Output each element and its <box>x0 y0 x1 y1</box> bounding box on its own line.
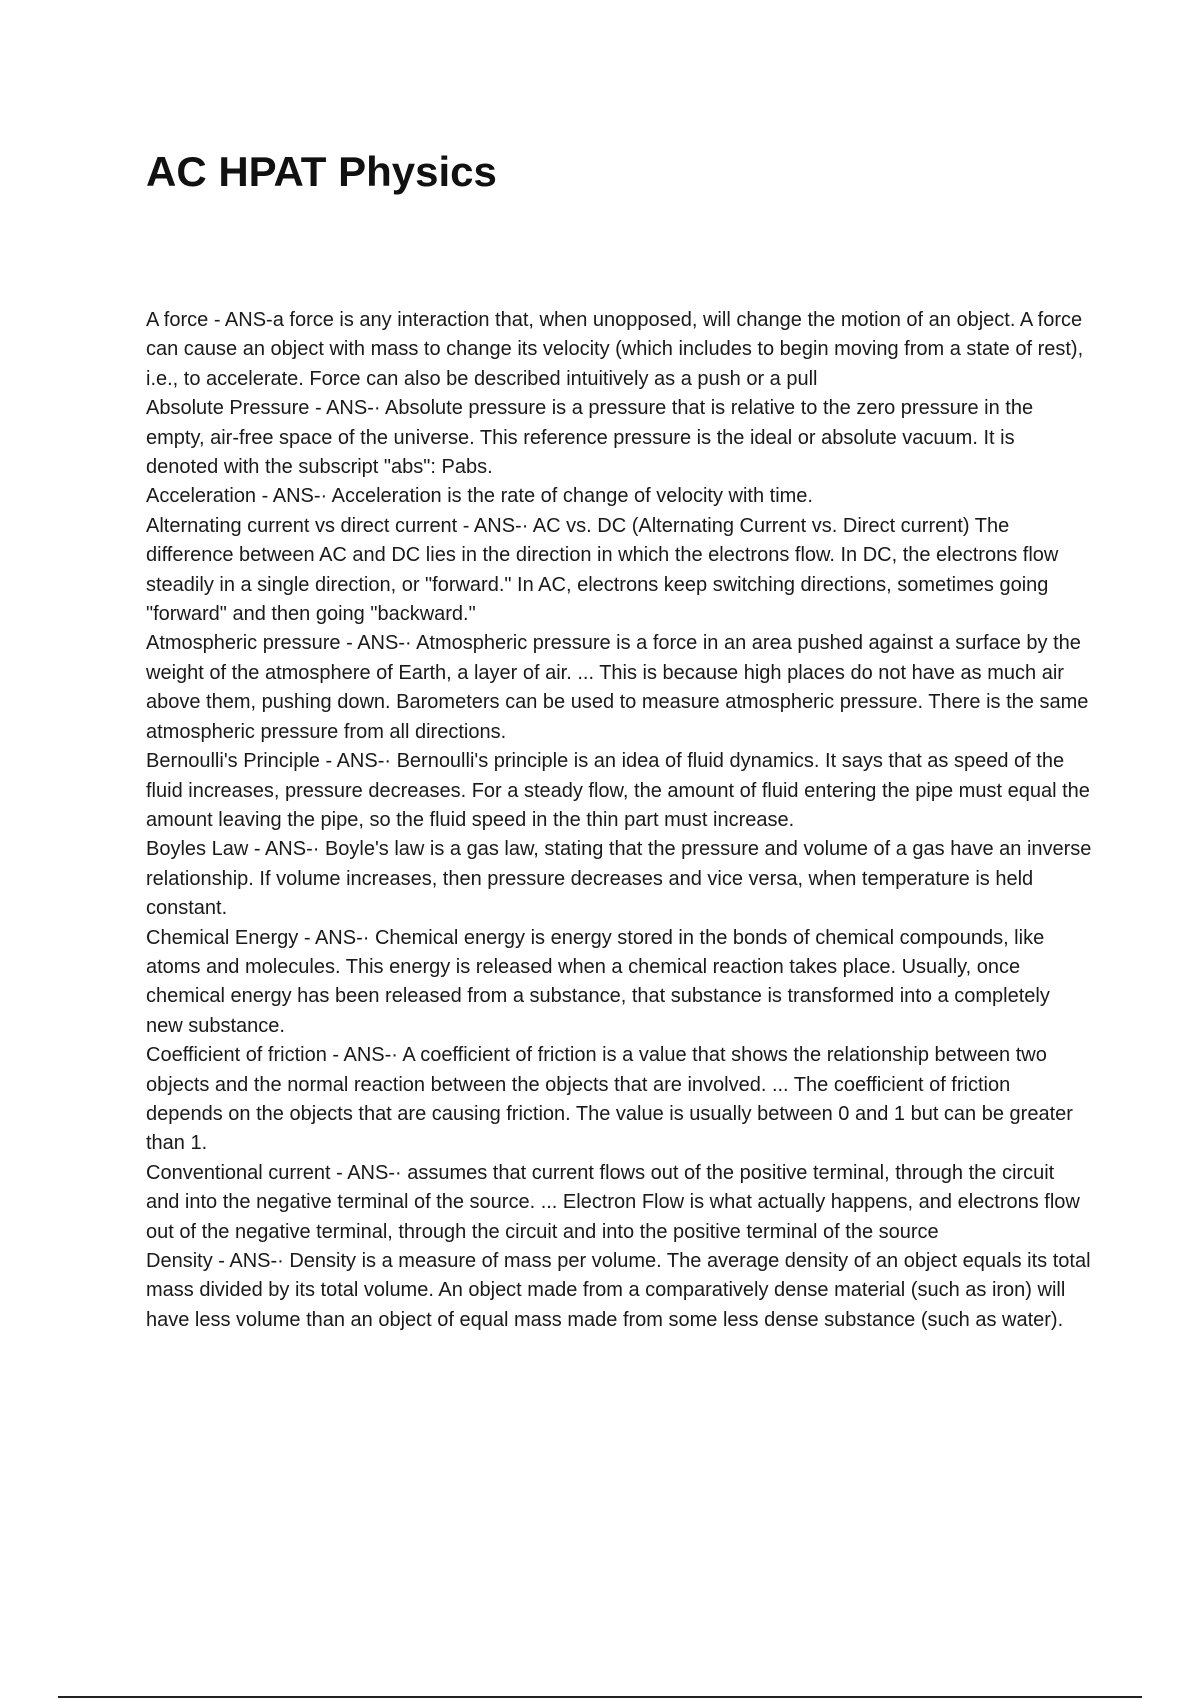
list-item: Acceleration - ANS-· Acceleration is the rate of change of velocity with time. <box>146 485 813 508</box>
list-item: Alternating current vs direct current - ANS-· AC vs. DC (Alternating Current vs. Direct current) The difference between AC and DC lies in the direction in which the electrons flow. In DC, the electrons flow steadily in a single direction, or "forward." In AC, electrons keep switching directions, sometimes going "forward" and then going "backward." <box>146 514 1059 626</box>
footer-divider <box>58 1696 1142 1698</box>
list-item: Coefficient of friction - ANS-· A coefficient of friction is a value that shows the relationship between two objects and the normal reaction between the objects that are involved. ... The coefficient of friction depends on the objects that are causing friction. The value is usually between 0 and 1 but can be greater than 1. <box>146 1044 1073 1155</box>
list-item: Atmospheric pressure - ANS-· Atmospheric pressure is a force in an area pushed against a surface by the weight of the atmosphere of Earth, a layer of air. ... This is because high places do not have as much air above them, pushing down. Barometers can be used to measure atmospheric pressure. There is the same atmospheric pressure from all directions. <box>146 632 1089 743</box>
list-item: A force - ANS-a force is any interaction that, when unopposed, will change the motion of an object. A force can cause an object with mass to change its velocity (which includes to begin moving from a state of rest), i.e., to accelerate. Force can also be described intuitively as a push or a pull <box>146 309 1084 390</box>
list-item: Boyles Law - ANS-· Boyle's law is a gas law, stating that the pressure and volume of a gas have an inverse relationship. If volume increases, then pressure decreases and vice versa, when temperature is held constant. <box>146 838 1092 920</box>
list-item: Absolute Pressure - ANS-· Absolute pressure is a pressure that is relative to the zero pressure in the empty, air-free space of the universe. This reference pressure is the ideal or absolute vacuum. It is denoted with the subscript "abs": Pabs. <box>146 397 1034 479</box>
list-item: Conventional current - ANS-· assumes that current flows out of the positive terminal, through the circuit and into the negative terminal of the source. ... Electron Flow is what actually happens, and electrons flow out of the negative terminal, through the circuit and into the positive terminal of the source <box>146 1161 1080 1243</box>
list-item: Bernoulli's Principle - ANS-· Bernoulli's principle is an idea of fluid dynamics. It says that as speed of the fluid increases, pressure decreases. For a steady flow, the amount of fluid entering the pipe must equal the amount leaving the pipe, so the fluid speed in the thin part must increase. <box>146 750 1090 831</box>
entry-list <box>146 306 1092 1335</box>
list-item: Density - ANS-· Density is a measure of mass per volume. The average density of an object equals its total mass divided by its total volume. An object made from a comparatively dense material (such as iron) will have less volume than an object of equal mass made from some less dense substance (such as water). <box>146 1250 1091 1331</box>
page-title: AC HPAT Physics <box>146 148 497 195</box>
list-item: Chemical Energy - ANS-· Chemical energy is energy stored in the bonds of chemical compounds, like atoms and molecules. This energy is released when a chemical reaction takes place. Usually, once chemical energy has been released from a substance, that substance is transformed into a completely new substance. <box>146 926 1050 1037</box>
